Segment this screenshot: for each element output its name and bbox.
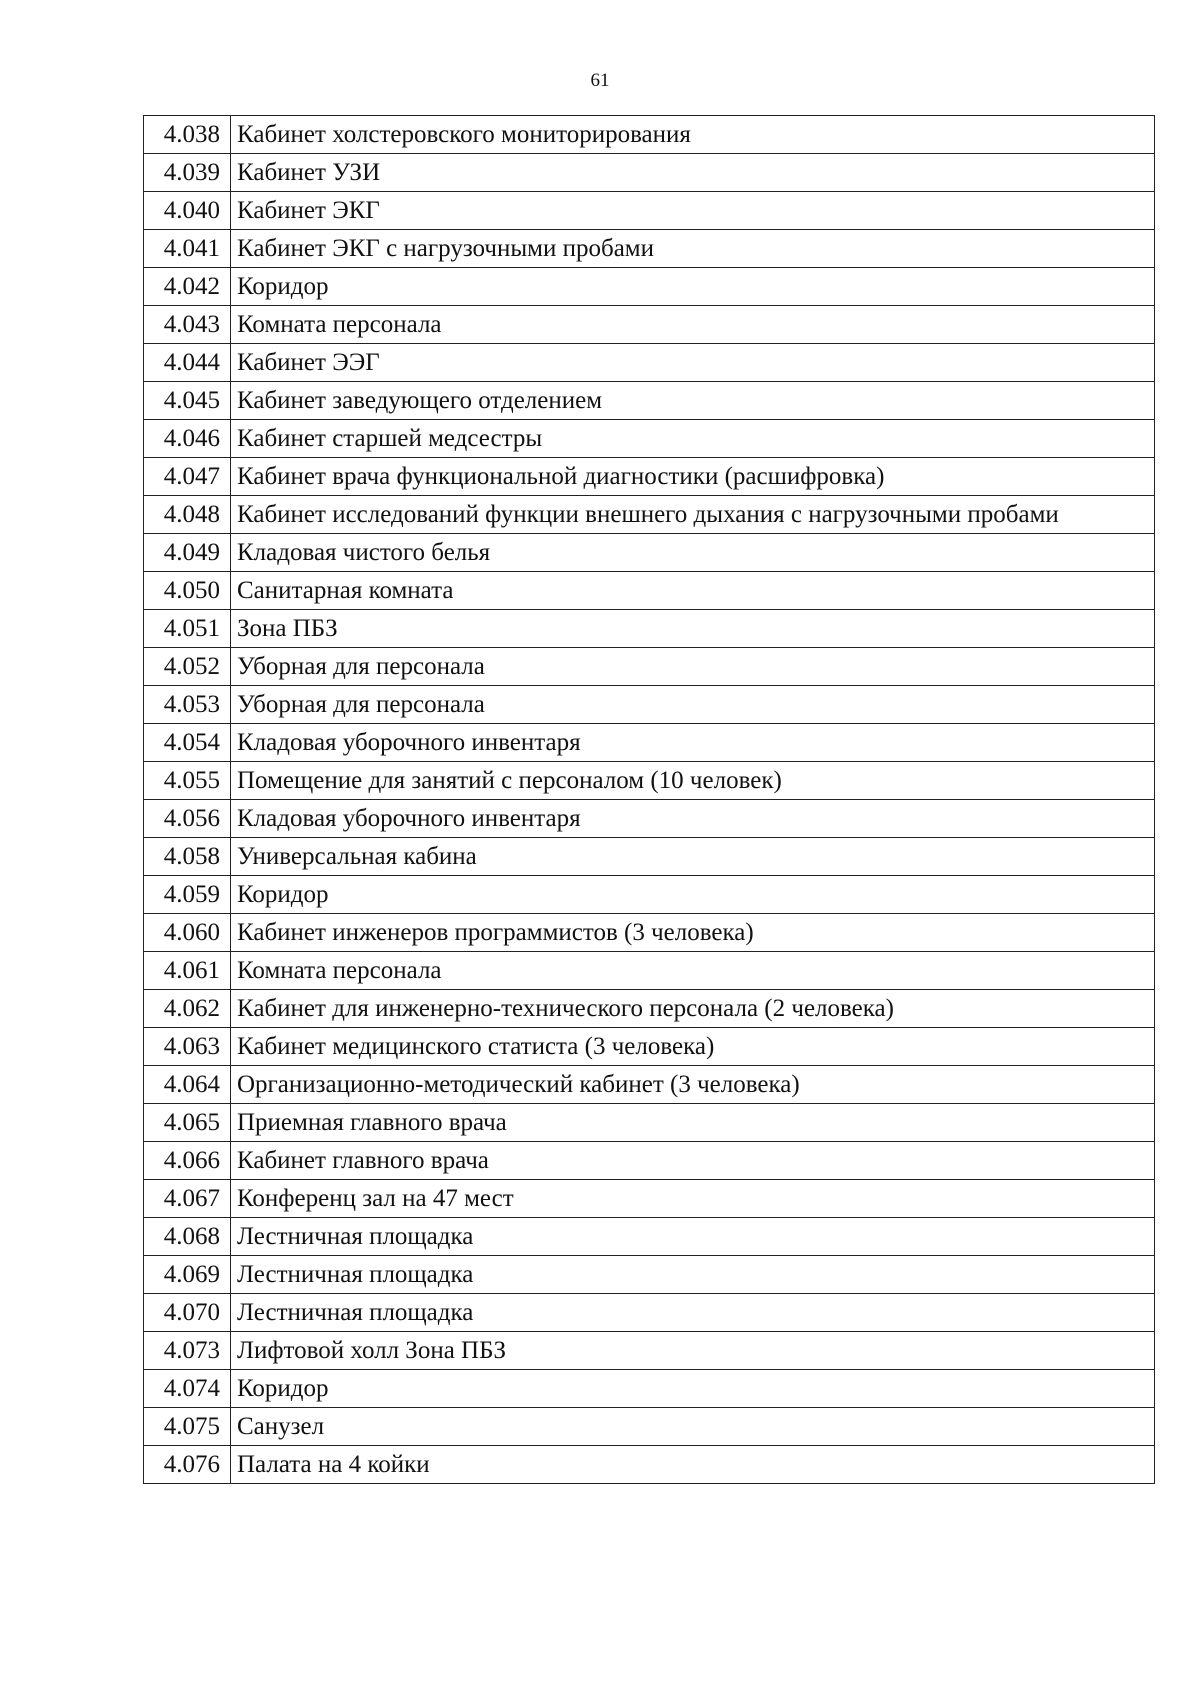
room-code: 4.048 (144, 496, 231, 534)
room-code: 4.065 (144, 1104, 231, 1142)
room-name: Помещение для занятий с персоналом (10 человек) (231, 762, 1155, 800)
table-row (144, 1104, 1155, 1142)
table-row (144, 1218, 1155, 1256)
room-code: 4.043 (144, 306, 231, 344)
room-name: Организационно-методический кабинет (3 человека) (231, 1066, 1155, 1104)
room-code: 4.041 (144, 230, 231, 268)
room-name: Палата на 4 койки (231, 1446, 1155, 1484)
table-row (144, 686, 1155, 724)
room-code: 4.050 (144, 572, 231, 610)
room-name: Кабинет ЭКГ с нагрузочными пробами (231, 230, 1155, 268)
room-name: Кабинет инженеров программистов (3 человека) (231, 914, 1155, 952)
room-table (143, 115, 1155, 1484)
table-row (144, 990, 1155, 1028)
room-code: 4.073 (144, 1332, 231, 1370)
room-name: Кабинет главного врача (231, 1142, 1155, 1180)
room-code: 4.044 (144, 344, 231, 382)
table-row (144, 496, 1155, 534)
room-code: 4.046 (144, 420, 231, 458)
room-code: 4.047 (144, 458, 231, 496)
room-name: Универсальная кабина (231, 838, 1155, 876)
table-row (144, 382, 1155, 420)
room-name: Лестничная площадка (231, 1218, 1155, 1256)
room-code: 4.053 (144, 686, 231, 724)
room-name: Санитарная комната (231, 572, 1155, 610)
table-row (144, 648, 1155, 686)
room-name: Кабинет старшей медсестры (231, 420, 1155, 458)
room-code: 4.076 (144, 1446, 231, 1484)
room-code: 4.070 (144, 1294, 231, 1332)
room-code: 4.068 (144, 1218, 231, 1256)
table-row (144, 610, 1155, 648)
room-name: Коридор (231, 268, 1155, 306)
room-code: 4.052 (144, 648, 231, 686)
room-code: 4.049 (144, 534, 231, 572)
table-row (144, 1332, 1155, 1370)
table-row (144, 1370, 1155, 1408)
room-code: 4.069 (144, 1256, 231, 1294)
table-row (144, 534, 1155, 572)
room-code: 4.066 (144, 1142, 231, 1180)
room-code: 4.064 (144, 1066, 231, 1104)
room-name: Кабинет заведующего отделением (231, 382, 1155, 420)
room-code: 4.042 (144, 268, 231, 306)
room-name: Кабинет холстеровского мониторирования (231, 116, 1155, 154)
table-row (144, 458, 1155, 496)
room-code: 4.062 (144, 990, 231, 1028)
room-name: Уборная для персонала (231, 648, 1155, 686)
room-name: Кабинет для инженерно-технического персонала (2 человека) (231, 990, 1155, 1028)
room-code: 4.038 (144, 116, 231, 154)
table-row (144, 1028, 1155, 1066)
table-row (144, 306, 1155, 344)
room-code: 4.059 (144, 876, 231, 914)
room-code: 4.045 (144, 382, 231, 420)
room-name: Кабинет ЭКГ (231, 192, 1155, 230)
room-name: Конференц зал на 47 мест (231, 1180, 1155, 1218)
table-row (144, 1446, 1155, 1484)
room-name: Лифтовой холл Зона ПБЗ (231, 1332, 1155, 1370)
room-code: 4.063 (144, 1028, 231, 1066)
table-row (144, 838, 1155, 876)
room-name: Коридор (231, 876, 1155, 914)
table-row (144, 420, 1155, 458)
table-row (144, 952, 1155, 990)
room-name: Кладовая уборочного инвентаря (231, 724, 1155, 762)
table-row (144, 1294, 1155, 1332)
room-name: Лестничная площадка (231, 1294, 1155, 1332)
room-table-body (144, 116, 1155, 1484)
table-row (144, 762, 1155, 800)
table-row (144, 230, 1155, 268)
table-row (144, 1066, 1155, 1104)
table-row (144, 1408, 1155, 1446)
table-row (144, 1142, 1155, 1180)
table-row (144, 1180, 1155, 1218)
table-row (144, 1256, 1155, 1294)
room-code: 4.054 (144, 724, 231, 762)
room-name: Кабинет ЭЭГ (231, 344, 1155, 382)
room-code: 4.051 (144, 610, 231, 648)
table-row (144, 724, 1155, 762)
room-name: Кабинет врача функциональной диагностики (расшифровка) (231, 458, 1155, 496)
room-code: 4.039 (144, 154, 231, 192)
room-name: Комната персонала (231, 952, 1155, 990)
room-name: Лестничная площадка (231, 1256, 1155, 1294)
room-code: 4.058 (144, 838, 231, 876)
room-name: Коридор (231, 1370, 1155, 1408)
room-name: Кабинет медицинского статиста (3 человека) (231, 1028, 1155, 1066)
room-name: Приемная главного врача (231, 1104, 1155, 1142)
table-row (144, 572, 1155, 610)
room-code: 4.055 (144, 762, 231, 800)
table-row (144, 154, 1155, 192)
table-row (144, 116, 1155, 154)
room-name: Санузел (231, 1408, 1155, 1446)
table-row (144, 876, 1155, 914)
room-code: 4.074 (144, 1370, 231, 1408)
room-name: Комната персонала (231, 306, 1155, 344)
room-code: 4.060 (144, 914, 231, 952)
table-row (144, 344, 1155, 382)
table-row (144, 914, 1155, 952)
room-name: Зона ПБЗ (231, 610, 1155, 648)
room-name: Уборная для персонала (231, 686, 1155, 724)
room-code: 4.040 (144, 192, 231, 230)
page-number: 61 (590, 70, 610, 91)
room-name: Кабинет УЗИ (231, 154, 1155, 192)
room-code: 4.061 (144, 952, 231, 990)
room-code: 4.067 (144, 1180, 231, 1218)
table-row (144, 800, 1155, 838)
room-code: 4.075 (144, 1408, 231, 1446)
room-code: 4.056 (144, 800, 231, 838)
table-row (144, 268, 1155, 306)
table-row (144, 192, 1155, 230)
room-name: Кладовая чистого белья (231, 534, 1155, 572)
room-name: Кладовая уборочного инвентаря (231, 800, 1155, 838)
room-name: Кабинет исследований функции внешнего дыхания с нагрузочными пробами (231, 496, 1155, 534)
